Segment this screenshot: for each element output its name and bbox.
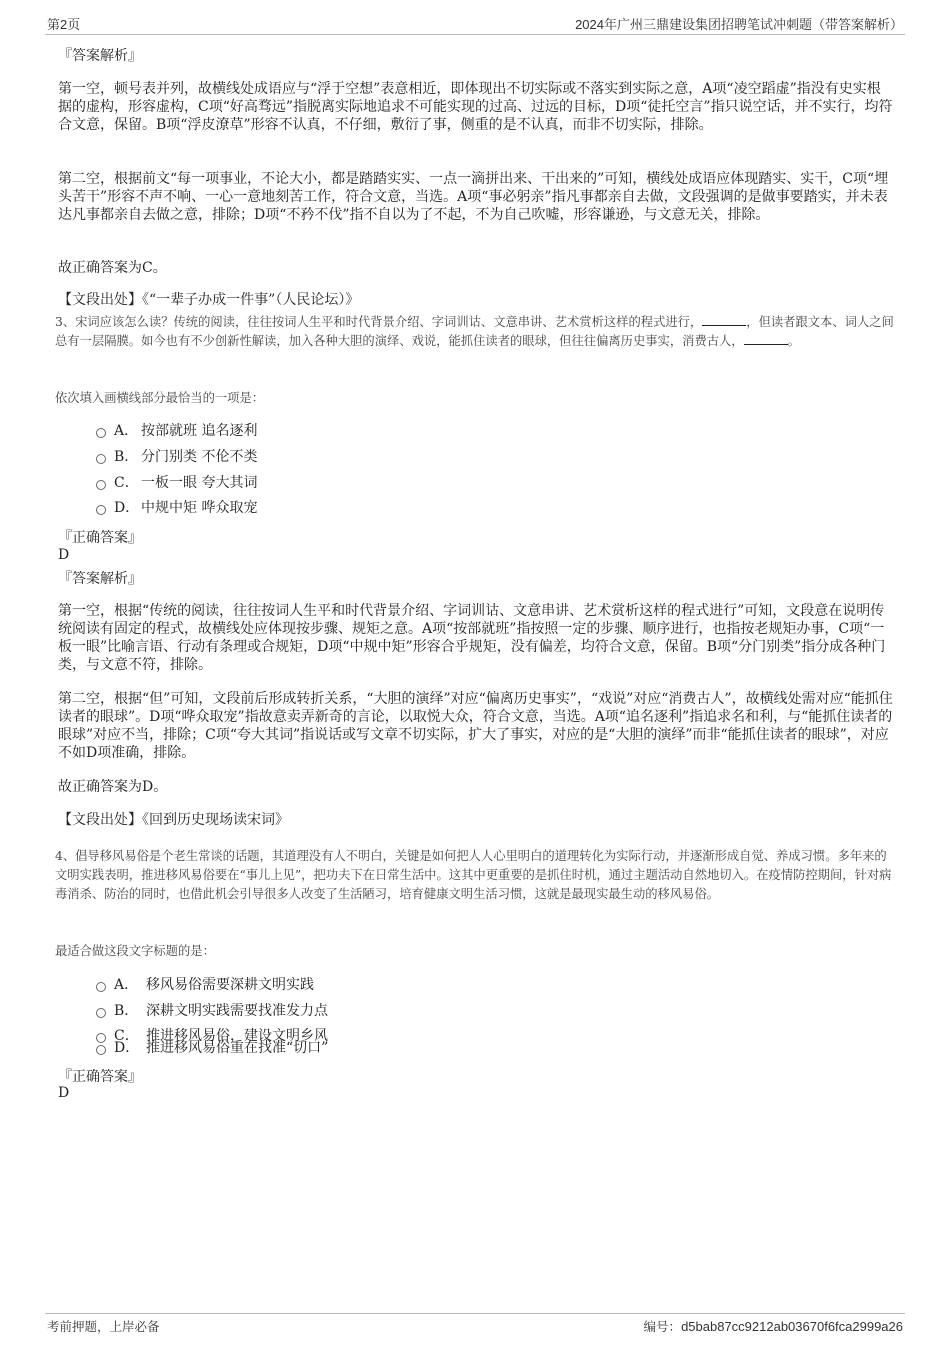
footer-slogan: 考前押题，上岸必备: [47, 1319, 160, 1334]
page-footer: [45, 1313, 905, 1334]
q4-correct-answer: D: [58, 1085, 70, 1101]
page-header: [45, 10, 905, 35]
radio-icon[interactable]: [96, 454, 106, 464]
q2-conclusion: 故正确答案为C。: [58, 260, 167, 276]
q3-stem: 3、宋词应该怎么读？传统的阅读，往往按词人生平和时代背景介绍、字词训诂、文意串讲、艺术赏析这样的程式进行， ，但读者跟文本、词人之间总有一层隔膜。如今也有不少创新性解读，加入各种大胆的演绎、戏说，能抓住读者的眼球，但往往偏离历史事实，消费古人， 。: [55, 315, 894, 348]
q4-stem: 4、倡导移风易俗是个老生常谈的话题，其道理没有人不明白，关键是如何把人人心里明白的道理转化为实际行动，并逐渐形成自觉、养成习惯。多年来的文明实践表明，推进移风易俗要在“事儿上见”，把功夫下在日常生活中。这其中更重要的是抓住时机，通过主题活动自然地切入。在疫情防控期间，针对病毒消杀、防治的同时，也借此机会引导很多人改变了生活陋习，培育健康文明生活习惯，这就是最现实最生动的移风易俗。: [55, 849, 892, 901]
q3-prompt: 依次填入画横线部分最恰当的一项是：: [55, 391, 265, 405]
fill-blank-2: [744, 332, 788, 345]
page-number: 第2页: [47, 17, 81, 32]
q2-analysis-paragraph-1: 第一空，顿号表并列，故横线处成语应与“浮于空想”表意相近，即体现出不切实际或不落实到实际之意，A项“凌空蹈虚”指没有史实根据的虚构，形容虚构，C项“好高骛远”指脱离实际地追求不可能实现的过高、过远的目标，D项“徒托空言”指只说空话，并不实行，均符合文意，保留。B项“浮皮潦草”形容不认真，不仔细，敷衍了事，侧重的是不认真，而非不切实际，排除。: [58, 81, 893, 133]
q4-correct-label: 『正确答案』: [58, 1069, 142, 1085]
radio-icon[interactable]: [96, 1008, 106, 1018]
q3-analysis-label: 『答案解析』: [58, 571, 142, 587]
q3-source: 【文段出处】《回到历史现场读宋词》: [58, 812, 289, 828]
radio-icon[interactable]: [96, 505, 106, 515]
q3-correct-answer: D: [58, 547, 70, 563]
q4-prompt: 最适合做这段文字标题的是：: [55, 944, 215, 958]
radio-icon[interactable]: [96, 480, 106, 490]
radio-icon[interactable]: [96, 1033, 106, 1043]
q3-correct-label: 『正确答案』: [58, 530, 142, 546]
fill-blank-1: [702, 313, 746, 326]
q3-analysis-paragraph-2: 第二空，根据“但”可知，文段前后形成转折关系，“大胆的演绎”对应“偏离历史事实”，“戏说”对应“消费古人”，故横线处需对应“能抓住读者的眼球”。D项“哗众取宠”指故意卖弄新奇的言论，以取悦大众，符合文意，当选。A项“追名逐利”指追求名和利，与“能抓住读者的眼球”对应不当，排除；C项“夸大其词”指说话或写文章不切实际，扩大了事实，对应的是“大胆的演绎”而非“能抓住读者的眼球”，对应不如D项准确，排除。: [58, 691, 893, 761]
radio-icon[interactable]: [96, 982, 106, 992]
radio-icon[interactable]: [96, 1045, 106, 1055]
q3-analysis-paragraph-1: 第一空，根据“传统的阅读，往往按词人生平和时代背景介绍、字词训诂、文意串讲、艺术赏析这样的程式进行”可知，文段意在说明传统阅读有固定的程式，故横线处应体现按步骤、规矩之意。A项“按部就班”指按照一定的步骤、顺序进行，也指按老规矩办事，C项“一板一眼”比喻言语、行动有条理或合规矩，D项“中规中矩”形容合乎规矩，没有偏差，均符合文意，保留。B项“分门别类”指分成各种门类，与文意不符，排除。: [58, 603, 886, 673]
q2-analysis-paragraph-2: 第二空，根据前文“每一项事业，不论大小，都是踏踏实实、一点一滴拼出来、干出来的”可知，横线处成语应体现踏实、实干，C项“埋头苦干”形容不声不响、一心一意地刻苦工作，符合文意，当选。A项“事必躬亲”指凡事都亲自去做，文段强调的是做事要踏实，并未表达凡事都亲自去做之意，排除；D项“不矜不伐”指不自以为了不起，不为自己吹嘘，形容谦逊，与文意无关，排除。: [58, 171, 889, 223]
q3-conclusion: 故正确答案为D。: [58, 779, 168, 795]
q2-analysis-label: 『答案解析』: [58, 48, 142, 64]
radio-icon[interactable]: [96, 428, 106, 438]
document-code: 编号：d5bab87cc9212ab03670f6fca2999a26: [643, 1319, 903, 1334]
q2-source: 【文段出处】《“一辈子办成一件事”（人民论坛）》: [58, 292, 360, 308]
document-title: 2024年广州三鼎建设集团招聘笔试冲刺题（带答案解析）: [575, 17, 903, 32]
